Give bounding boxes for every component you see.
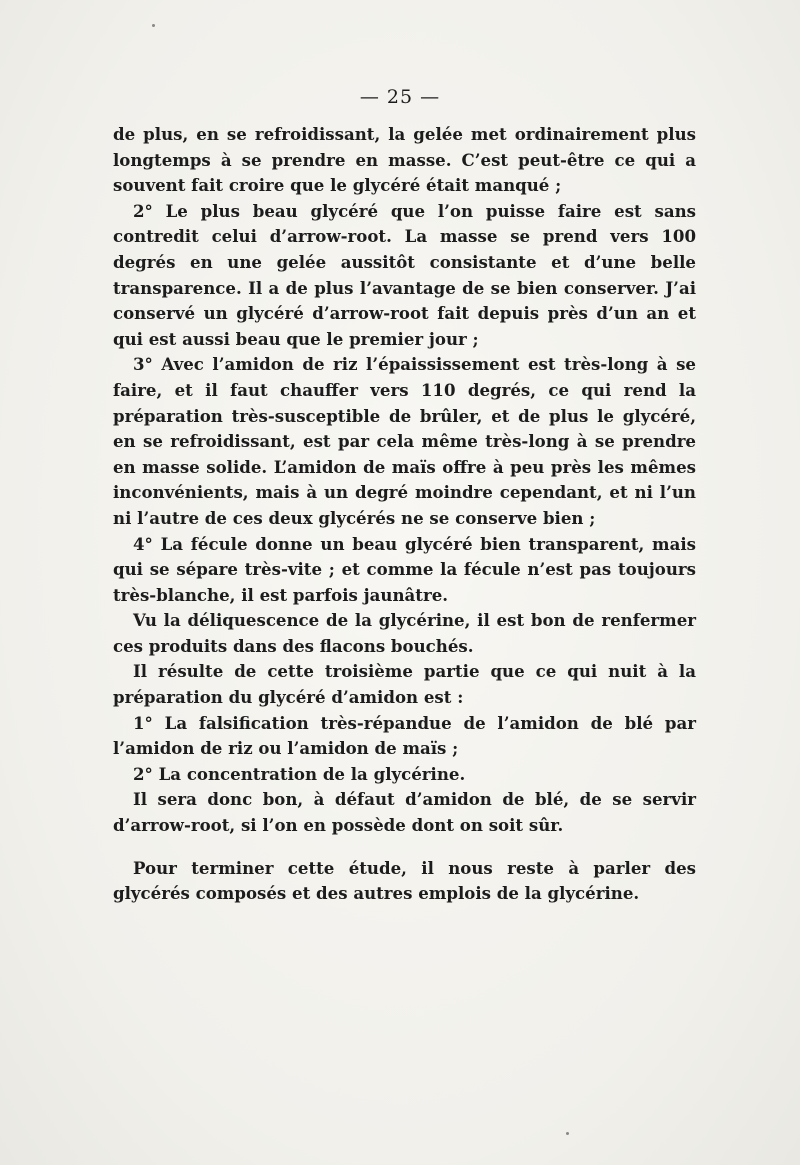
- paper-speck: [566, 1132, 569, 1135]
- paragraph-10: Pour terminer cette étude, il nous reste à parler des glycérés composés et des autres emplois de la glycérine.: [113, 857, 696, 904]
- paragraph-3: 3° Avec l’amidon de riz l’épaississement est très-long à se faire, et il faut chauffer vers 110 degrés, ce qui rend la préparation très-susceptible de brûler, et de plus le glycéré, en se refroidissant, est par cela même très-long à se prendre en masse solide. L’amidon de maïs offre à peu près les mêmes inconvénients, mais à un degré moindre cependant, et ni l’un ni l’autre de ces deux glycérés ne se conserve bien ;: [113, 354, 696, 528]
- paper-speck: [152, 24, 155, 27]
- paragraph-7: 1° La falsification très-répandue de l’amidon de blé par l’amidon de riz ou l’amidon de maïs ;: [113, 712, 696, 759]
- paragraph-5: Vu la déliquescence de la glycérine, il est bon de renfermer ces produits dans des flacons bouchés.: [113, 610, 696, 656]
- paragraph-1: de plus, en se refroidissant, la gelée met ordinairement plus longtemps à se prendre en masse. C’est peut-être ce qui a souvent fait croire que le glycéré était manqué ;: [113, 124, 696, 196]
- paragraph-6: Il résulte de cette troisième partie que ce qui nuit à la préparation du glycéré d’amidon est :: [113, 661, 696, 708]
- paragraph-9: Il sera donc bon, à défaut d’amidon de blé, de se servir d’arrow-root, si l’on en possède dont on soit sûr.: [113, 789, 696, 836]
- body-text: [113, 122, 696, 907]
- paragraph-4: 4° La fécule donne un beau glycéré bien transparent, mais qui se sépare très-vite ; et comme la fécule n’est pas toujours très-blanche, il est parfois jaunâtre.: [113, 533, 696, 605]
- paragraph-8: 2° La concentration de la glycérine.: [133, 763, 466, 784]
- paragraph-2: 2° Le plus beau glycéré que l’on puisse faire est sans contredit celui d’arrow-root. La masse se prend vers 100 degrés en une gelée aussitôt consistante et d’une belle transparence. Il a de plus l’avantage de se bien conserver. J’ai conservé un glycéré d’arrow-root fait depuis près d’un an et qui est aussi beau que le premier jour ;: [113, 200, 696, 349]
- page-number: — 25 —: [359, 86, 441, 108]
